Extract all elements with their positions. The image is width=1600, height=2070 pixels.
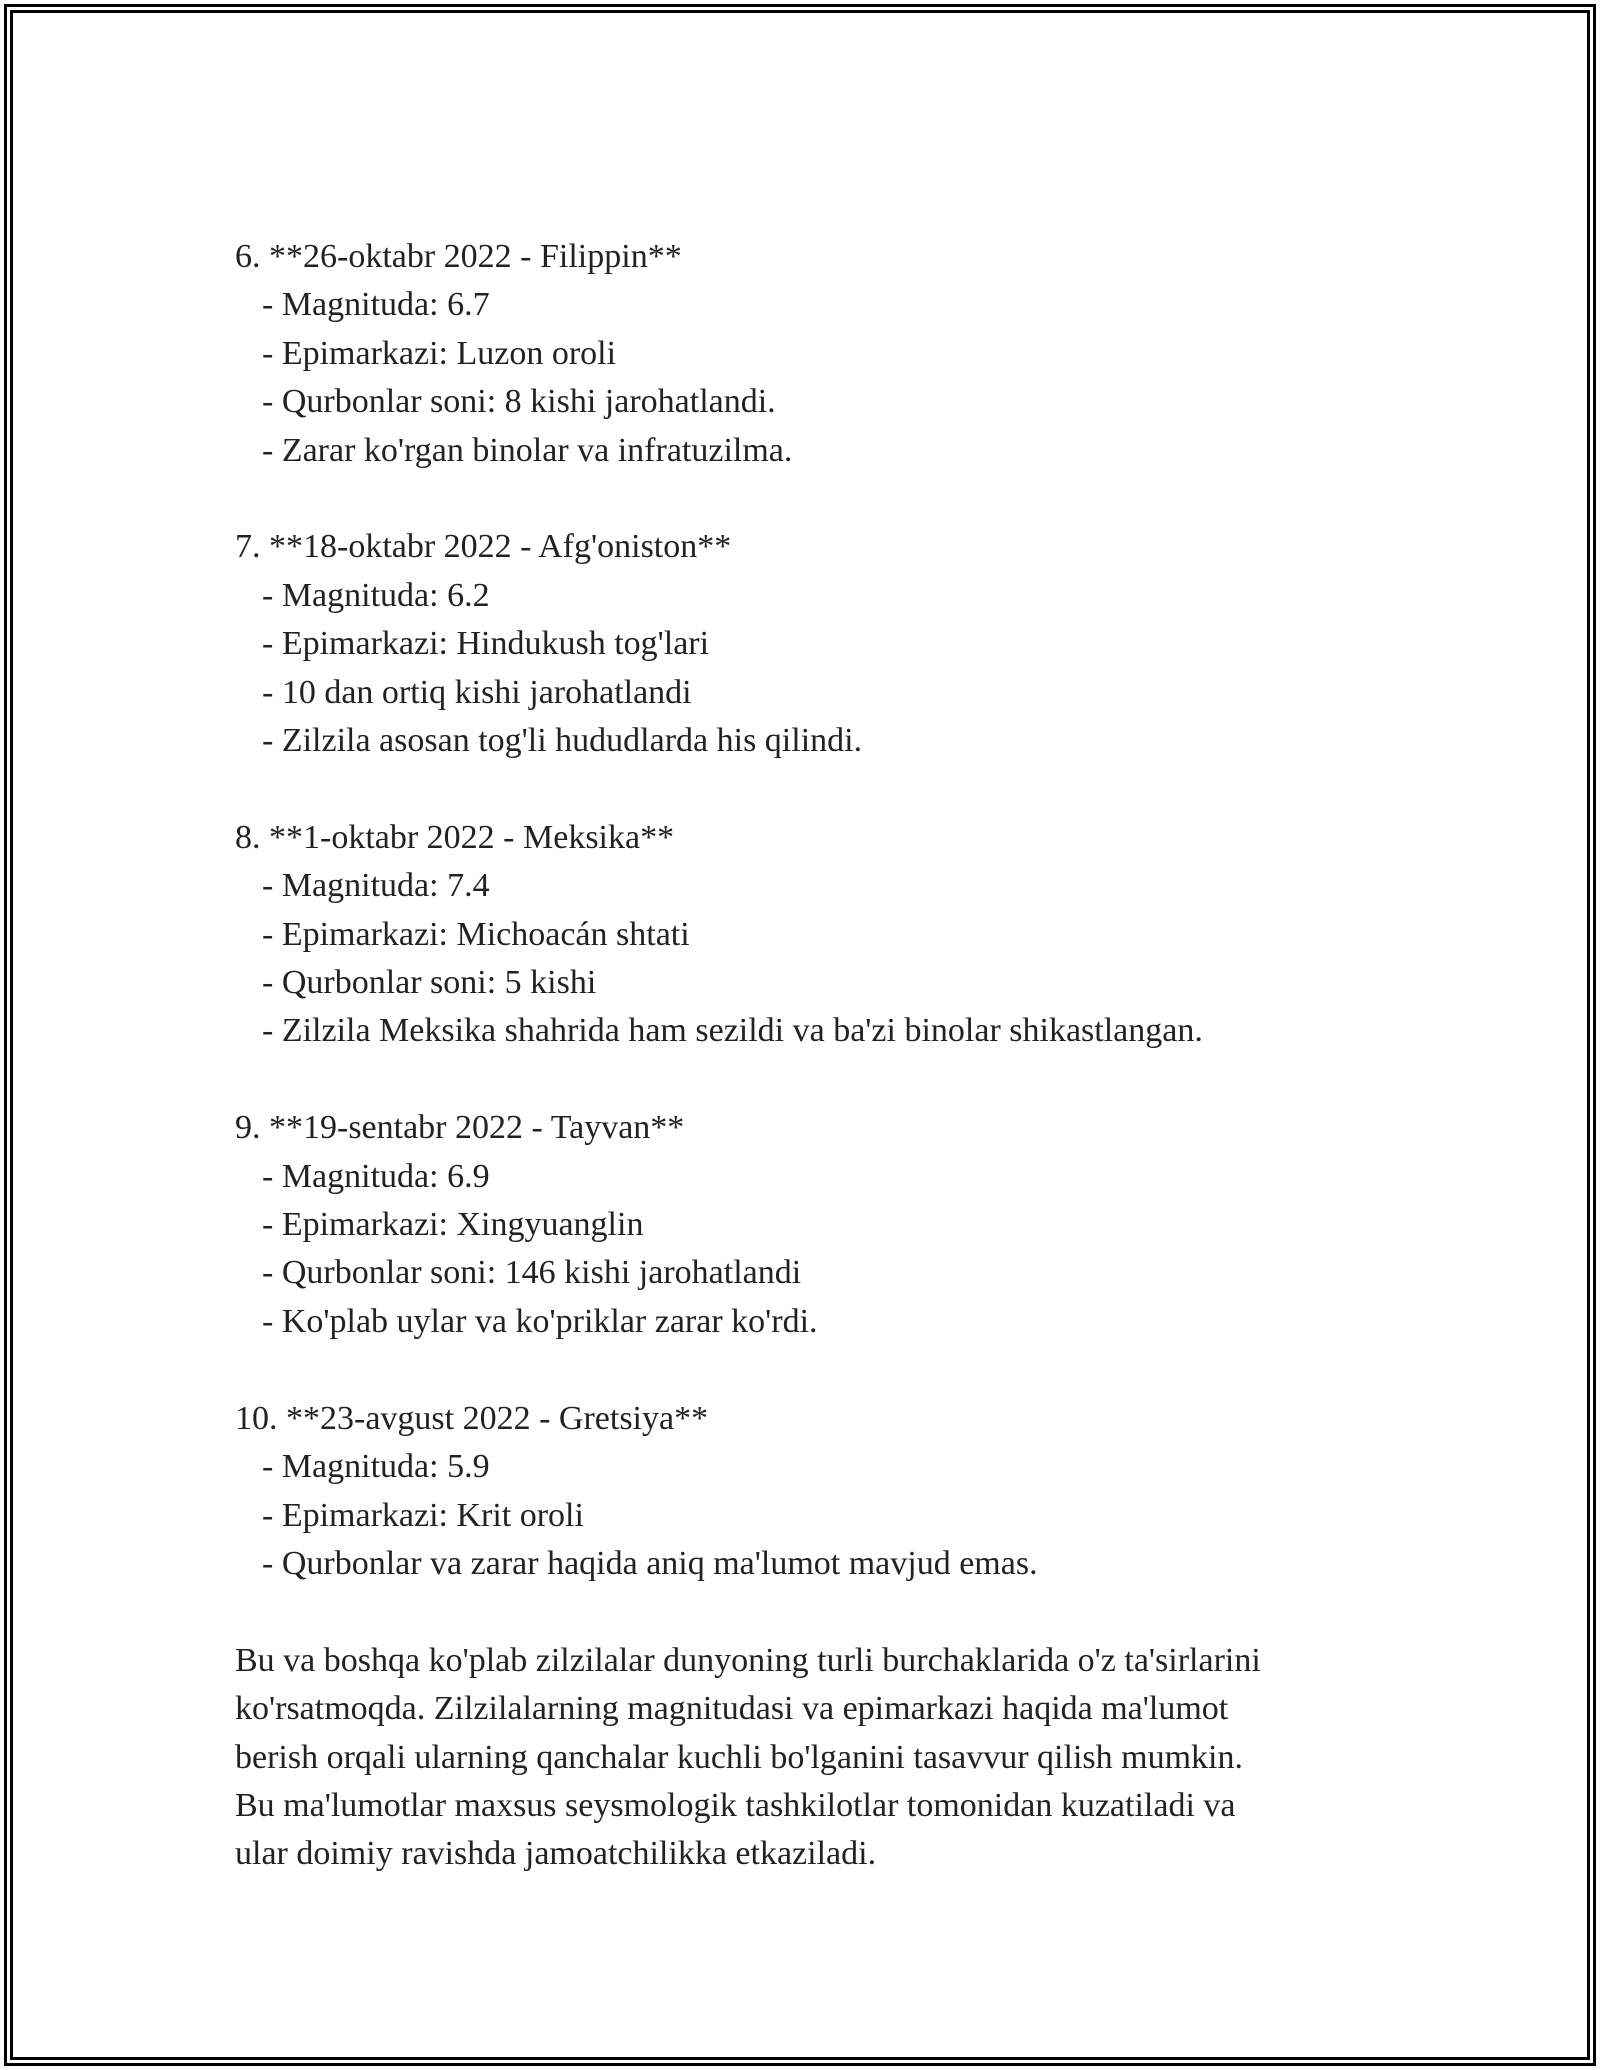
item-detail: - Magnituda: 5.9 <box>262 1448 490 1486</box>
item-heading: 9. **19-sentabr 2022 - Tayvan** <box>235 1109 685 1147</box>
item-detail: - Magnituda: 6.2 <box>262 576 490 614</box>
item-detail: - Magnituda: 6.9 <box>262 1157 490 1195</box>
item-detail: - Qurbonlar soni: 8 kishi jarohatlandi. <box>262 383 776 421</box>
item-detail: - Qurbonlar soni: 5 kishi <box>262 964 597 1002</box>
earthquake-item <box>235 814 1435 1056</box>
closing-line: Bu va boshqa ko'plab zilzilalar dunyoning turli burchaklarida o'z ta'sirlarini <box>235 1641 1261 1679</box>
document-body <box>235 233 1435 1879</box>
item-detail: - Epimarkazi: Hindukush tog'lari <box>262 625 710 663</box>
closing-line: ko'rsatmoqda. Zilzilalarning magnitudasi va epimarkazi haqida ma'lumot <box>235 1690 1229 1728</box>
item-detail: - Ko'plab uylar va ko'priklar zarar ko'rdi. <box>262 1302 818 1340</box>
item-detail: - Epimarkazi: Xingyuanglin <box>262 1206 644 1244</box>
item-detail: - Qurbonlar va zarar haqida aniq ma'lumot mavjud emas. <box>262 1544 1038 1582</box>
item-detail: - Qurbonlar soni: 146 kishi jarohatlandi <box>262 1254 802 1292</box>
item-heading: 10. **23-avgust 2022 - Gretsiya** <box>235 1399 709 1437</box>
closing-paragraph <box>235 1637 1435 1879</box>
earthquake-item <box>235 523 1435 765</box>
item-detail: - 10 dan ortiq kishi jarohatlandi <box>262 673 692 711</box>
item-detail: - Epimarkazi: Krit oroli <box>262 1496 584 1534</box>
earthquake-item <box>235 233 1435 475</box>
item-heading: 8. **1-oktabr 2022 - Meksika** <box>235 818 675 856</box>
item-detail: - Magnituda: 6.7 <box>262 286 490 324</box>
closing-line: ular doimiy ravishda jamoatchilikka etkaziladi. <box>235 1835 877 1873</box>
closing-line: Bu ma'lumotlar maxsus seysmologik tashkilotlar tomonidan kuzatiladi va <box>235 1786 1236 1824</box>
item-detail: - Epimarkazi: Michoacán shtati <box>262 915 690 953</box>
item-detail: - Zilzila asosan tog'li hududlarda his qilindi. <box>262 722 863 760</box>
item-detail: - Magnituda: 7.4 <box>262 867 490 905</box>
earthquake-item <box>235 1104 1435 1346</box>
item-detail: - Zarar ko'rgan binolar va infratuzilma. <box>262 431 793 469</box>
item-heading: 7. **18-oktabr 2022 - Afg'oniston** <box>235 528 732 566</box>
closing-line: berish orqali ularning qanchalar kuchli bo'lganini tasavvur qilish mumkin. <box>235 1738 1243 1776</box>
item-detail: - Epimarkazi: Luzon oroli <box>262 334 617 372</box>
item-detail: - Zilzila Meksika shahrida ham sezildi va ba'zi binolar shikastlangan. <box>262 1012 1203 1050</box>
item-heading: 6. **26-oktabr 2022 - Filippin** <box>235 238 682 275</box>
earthquake-item <box>235 1395 1435 1589</box>
